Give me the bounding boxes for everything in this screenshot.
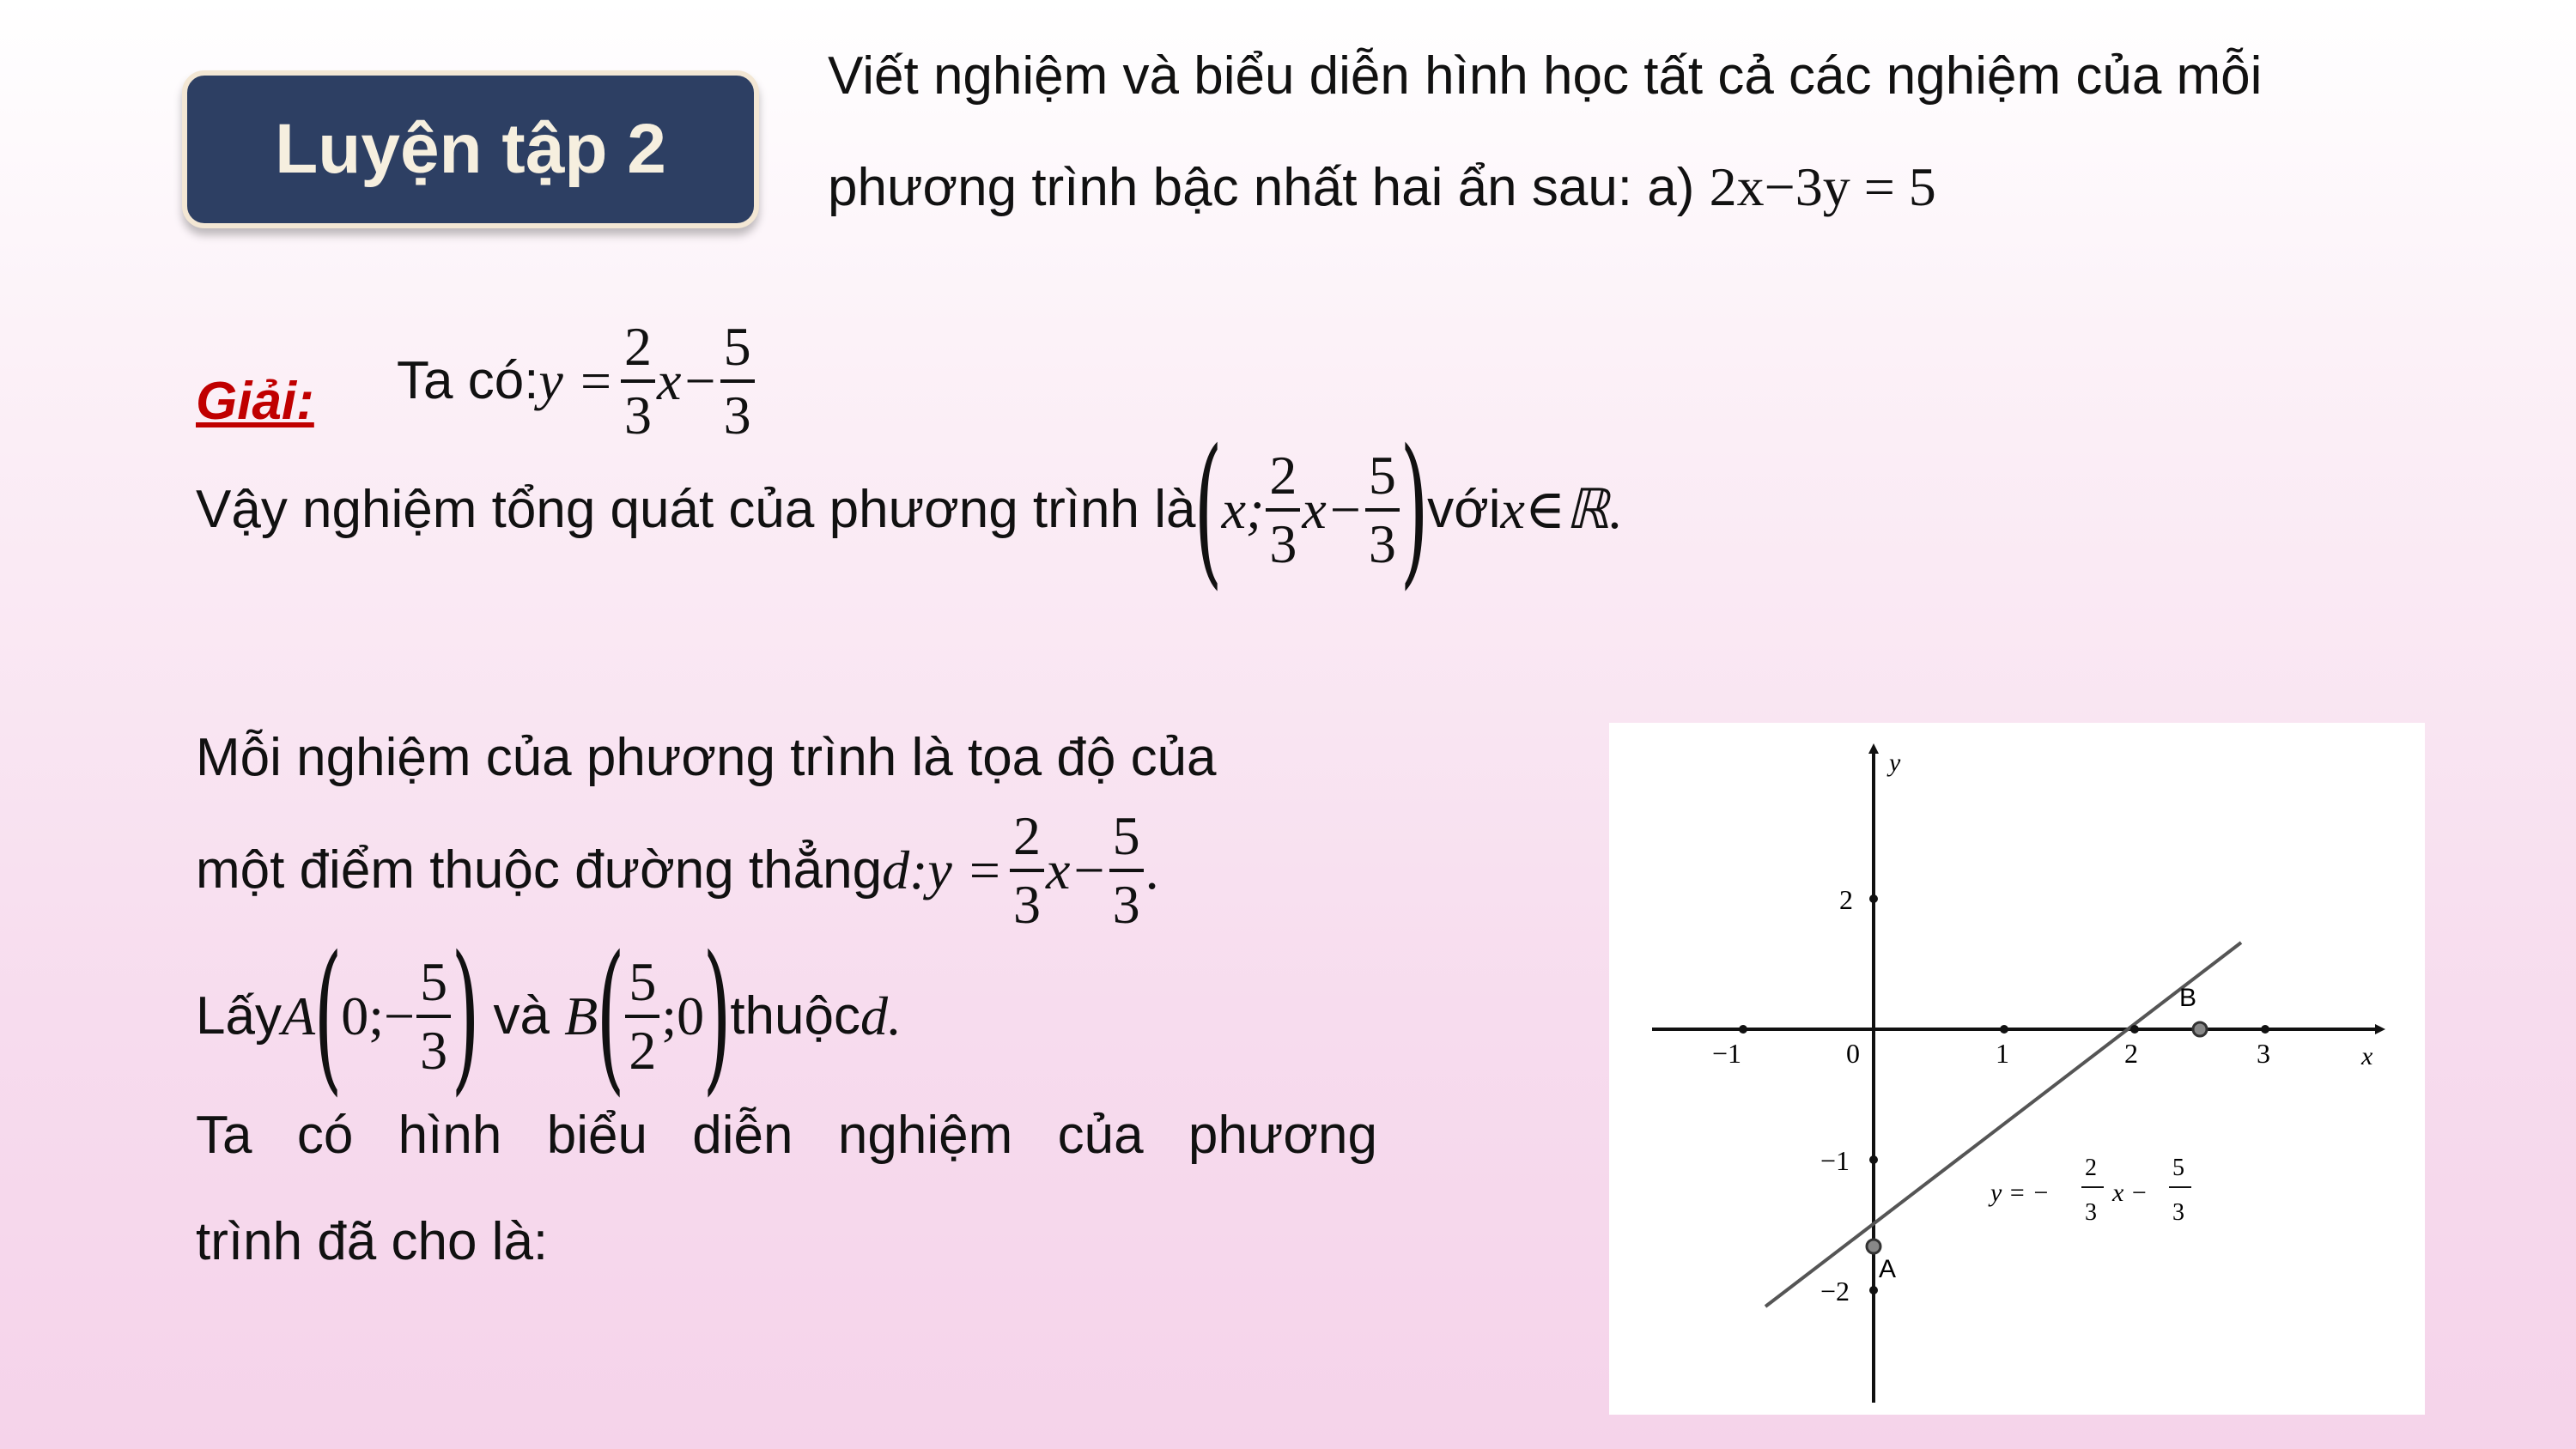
left-paren: (: [313, 921, 343, 1111]
fraction-two-thirds: [621, 316, 655, 446]
fraction-two-thirds: [1266, 445, 1300, 574]
tick-dot: [1869, 1286, 1878, 1294]
y-tick-label: −1: [1820, 1145, 1850, 1176]
fraction-five-thirds: [1365, 445, 1400, 574]
point-A: [1867, 1240, 1880, 1253]
x-tick-label: −1: [1712, 1038, 1742, 1069]
fraction-bar: [720, 379, 755, 383]
y-eq: y =: [538, 350, 615, 411]
fraction-bar: [1365, 508, 1400, 512]
eq-numerator: 5: [2172, 1155, 2184, 1181]
problem-line-2: [828, 156, 1936, 217]
and-text: và: [478, 986, 565, 1046]
numerator: 5: [723, 316, 751, 377]
fraction-bar: [625, 1015, 659, 1018]
denominator: 3: [1269, 513, 1297, 574]
tick-dot: [1869, 1155, 1878, 1164]
numerator: 5: [629, 951, 657, 1012]
take-text: Lấy: [196, 986, 282, 1046]
paragraph-1-line-1: Mỗi nghiệm của phương trình là tọa độ của: [196, 728, 1217, 787]
origin-label: 0: [1846, 1038, 1860, 1069]
tick-dot: [2261, 1025, 2269, 1034]
fraction-bar: [1010, 869, 1044, 872]
denominator: 3: [1112, 874, 1140, 935]
denominator: 3: [624, 385, 653, 446]
equation-mid: x −: [2112, 1179, 2148, 1207]
solution-label: Giải:: [196, 372, 314, 431]
solution-line: [1765, 943, 2241, 1307]
tick-dot: [1869, 894, 1878, 903]
point-A-symbol: A: [281, 985, 316, 1046]
x-tick-label: 3: [2257, 1038, 2270, 1069]
right-paren: ): [702, 921, 732, 1111]
ta-co-line: [397, 316, 756, 446]
general-solution-line: [196, 415, 1623, 604]
x-minus: x−: [657, 350, 719, 411]
point-B-symbol: B: [564, 985, 598, 1046]
line-d-text: một điểm thuộc đường thẳng: [196, 840, 883, 900]
left-paren: (: [1194, 415, 1224, 604]
title-badge: [182, 70, 759, 228]
fraction-five-thirds: [720, 316, 755, 446]
x-axis-label: x: [2361, 1042, 2373, 1070]
general-intro-text: Vậy nghiệm tổng quát của phương trình là: [196, 480, 1196, 539]
equation-prefix: y = −: [1990, 1179, 2050, 1207]
denominator: 3: [420, 1020, 448, 1081]
point-B-label: B: [2179, 984, 2197, 1012]
x-minus: x−: [1045, 840, 1108, 900]
point-A-label: A: [1879, 1255, 1897, 1283]
ta-co-text: Ta có:: [397, 351, 539, 410]
problem-line-1: Viết nghiệm và biểu diễn hình học tất cả các nghiệm của mỗi: [828, 46, 2263, 106]
eq-denominator: 3: [2172, 1199, 2184, 1226]
line-equation-label: [1988, 1155, 2191, 1226]
x-semicolon: x;: [1221, 479, 1265, 540]
belongs-text: thuộc: [730, 986, 860, 1046]
graph-panel: [1609, 723, 2425, 1415]
y-tick-label: −2: [1820, 1276, 1850, 1307]
numerator: 5: [1112, 805, 1140, 866]
right-paren: ): [1400, 415, 1429, 604]
x-tick-label: 1: [1996, 1038, 2009, 1069]
denominator: 3: [1368, 513, 1396, 574]
numerator: 2: [624, 316, 653, 377]
coordinate-graph: [1609, 723, 2425, 1415]
d-y-eq: d:y =: [882, 840, 1003, 900]
denominator: 2: [629, 1020, 657, 1081]
numerator: 5: [1368, 445, 1396, 506]
semi-zero: ;0: [661, 985, 705, 1046]
fraction-bar: [1266, 508, 1300, 512]
eq-denominator: 3: [2085, 1199, 2097, 1226]
numerator: 5: [420, 951, 448, 1012]
fraction-five-thirds: [1109, 805, 1144, 935]
fraction-five-thirds: [416, 951, 451, 1081]
x-in-reals: x∈ℝ.: [1500, 479, 1623, 540]
tick-dot: [2000, 1025, 2008, 1034]
x-tick-label: 2: [2124, 1038, 2138, 1069]
tick-dot: [2130, 1025, 2139, 1034]
points-line: [196, 921, 902, 1111]
y-tick-label: 2: [1839, 884, 1853, 915]
tick-dot: [1739, 1025, 1747, 1034]
right-paren: ): [451, 921, 480, 1111]
paragraph-1-line-2: [196, 805, 1159, 935]
with-text: với: [1427, 480, 1501, 539]
denominator: 3: [1012, 874, 1041, 935]
paragraph-3-line-2: trình đã cho là:: [196, 1212, 549, 1271]
fraction-five-halves: [625, 951, 659, 1081]
left-paren: (: [596, 921, 626, 1111]
fraction-bar: [621, 379, 655, 383]
d-end: d.: [860, 985, 902, 1046]
point-B: [2193, 1022, 2207, 1036]
title-text: Luyện tập 2: [275, 110, 666, 188]
problem-line-2-text: phương trình bậc nhất hai ẩn sau: a): [828, 158, 1710, 217]
period: .: [1145, 840, 1159, 900]
numerator: 2: [1269, 445, 1297, 506]
y-axis-label: y: [1889, 749, 1901, 777]
fraction-two-thirds: [1010, 805, 1044, 935]
problem-equation: 2x−3y = 5: [1709, 156, 1936, 217]
fraction-bar: [1109, 869, 1144, 872]
fraction-bar: [416, 1015, 451, 1018]
zero-semi-minus: 0;−: [341, 985, 416, 1046]
numerator: 2: [1012, 805, 1041, 866]
eq-numerator: 2: [2085, 1155, 2097, 1181]
x-minus: x−: [1302, 479, 1364, 540]
denominator: 3: [723, 385, 751, 446]
paragraph-3-line-1: Ta có hình biểu diễn nghiệm của phương: [196, 1106, 1377, 1165]
